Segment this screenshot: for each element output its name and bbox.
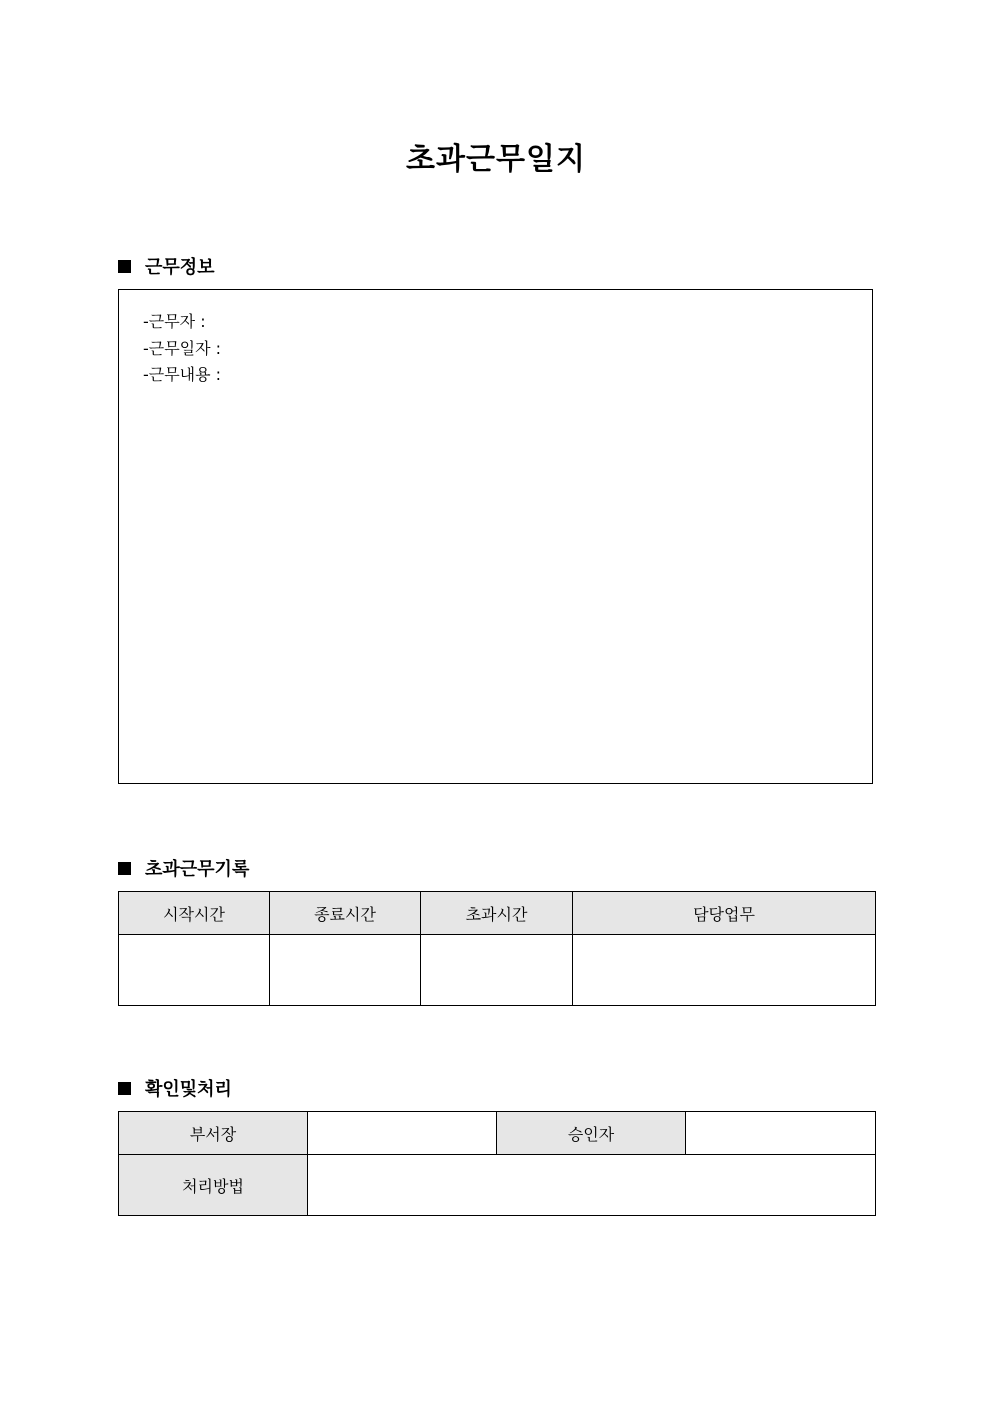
section-title: 초과근무기록 <box>145 859 250 880</box>
method-label: 처리방법 <box>119 1155 308 1216</box>
section-title: 근무정보 <box>145 257 215 278</box>
approval-table <box>118 1111 876 1216</box>
page-title: 초과근무일지 <box>406 142 586 177</box>
square-bullet-icon <box>118 1082 131 1095</box>
duty-cell[interactable] <box>573 935 876 1006</box>
work-content-line: -근무내용 : <box>143 365 222 384</box>
work-date-line: -근무일자 : <box>143 338 222 358</box>
section-heading-approval <box>118 1075 232 1101</box>
column-header-overtime: 초과시간 <box>421 892 573 935</box>
section-heading-work-info <box>118 253 215 279</box>
dept-head-label: 부서장 <box>119 1112 308 1155</box>
column-header-end-time: 종료시간 <box>270 892 421 935</box>
dept-head-cell[interactable] <box>308 1112 497 1155</box>
method-cell[interactable] <box>308 1155 876 1216</box>
overtime-record-table <box>118 891 876 1006</box>
section-heading-overtime-record <box>118 855 249 881</box>
square-bullet-icon <box>118 862 131 875</box>
column-header-start-time: 시작시간 <box>119 892 270 935</box>
approver-cell[interactable] <box>686 1112 876 1155</box>
end-time-cell[interactable] <box>270 935 421 1006</box>
work-info-box[interactable] <box>118 289 873 784</box>
section-title: 확인및처리 <box>145 1079 232 1100</box>
column-header-duty: 담당업무 <box>573 892 876 935</box>
start-time-cell[interactable] <box>119 935 270 1006</box>
table-row <box>119 935 876 1006</box>
worker-line: -근무자 : <box>143 312 206 331</box>
square-bullet-icon <box>118 260 131 273</box>
overtime-cell[interactable] <box>421 935 573 1006</box>
approver-label: 승인자 <box>497 1112 686 1155</box>
